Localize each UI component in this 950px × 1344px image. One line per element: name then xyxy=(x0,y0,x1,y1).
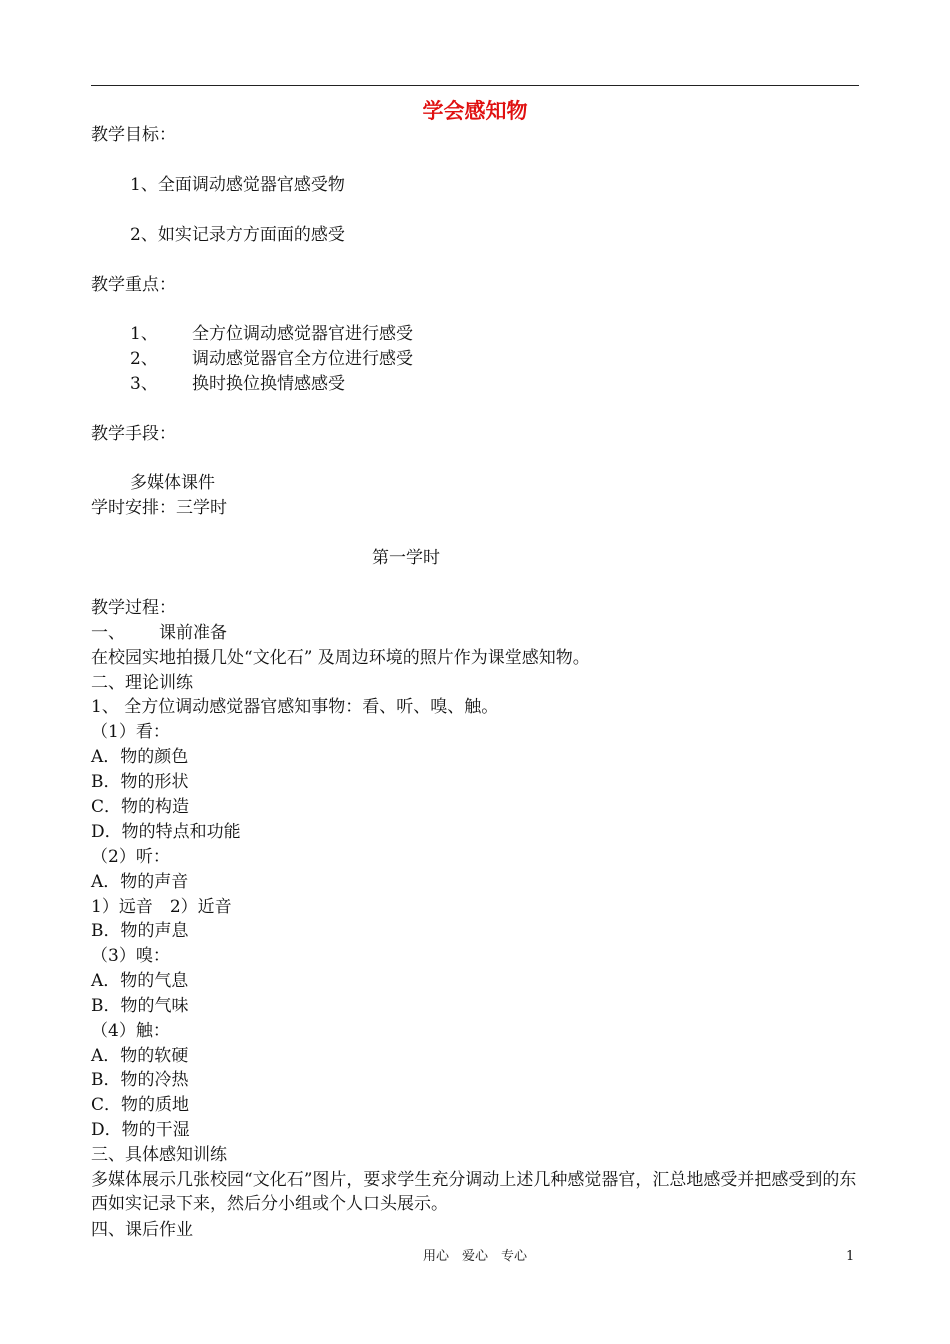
list-item: A．物的软硬 xyxy=(91,1046,189,1066)
goals-heading: 教学目标： xyxy=(91,125,176,145)
list-item: D．物的干湿 xyxy=(91,1120,190,1140)
list-item: A．物的声音 xyxy=(91,872,189,892)
goal-item-2: 2、如实记录方方面面的感受 xyxy=(130,225,345,245)
sub-heading-touch: （4）触： xyxy=(91,1021,170,1041)
key-point-num: 1、 xyxy=(130,324,158,344)
list-item: A．物的气息 xyxy=(91,971,189,991)
lesson-heading: 第一学时 xyxy=(372,548,440,568)
section-1-body: 在校园实地拍摄几处“文化石” 及周边环境的照片作为课堂感知物。 xyxy=(91,648,590,668)
section-2-title: 二、理论训练 xyxy=(91,673,193,693)
key-points-heading: 教学重点： xyxy=(91,275,176,295)
list-item: A．物的颜色 xyxy=(91,747,189,767)
key-point-1 xyxy=(130,322,413,346)
key-point-num: 2、 xyxy=(130,349,158,369)
means-heading: 教学手段： xyxy=(91,424,176,444)
key-point-text: 调动感觉器官全方位进行感受 xyxy=(192,349,413,369)
key-point-3 xyxy=(130,372,345,396)
list-item: B．物的形状 xyxy=(91,772,189,792)
sub-heading-hear: （2）听： xyxy=(91,847,170,867)
key-point-num: 3、 xyxy=(130,374,158,394)
document-title: 学会感知物 xyxy=(422,99,528,123)
section-2-intro: 1、 全方位调动感觉器官感知事物：看、听、嗅、触。 xyxy=(91,697,499,717)
key-point-2 xyxy=(130,347,413,371)
sub-heading-see: （1）看： xyxy=(91,722,170,742)
section-1-title xyxy=(91,621,227,645)
footer-text: 用心 爱心 专心 xyxy=(422,1249,527,1264)
page-number: 1 xyxy=(846,1249,855,1264)
section-title: 课前准备 xyxy=(159,623,227,643)
list-item: C．物的构造 xyxy=(91,797,190,817)
sub-heading-smell: （3）嗅： xyxy=(91,946,170,966)
list-item: D．物的特点和功能 xyxy=(91,822,241,842)
list-item: B．物的气味 xyxy=(91,996,189,1016)
process-heading: 教学过程： xyxy=(91,598,176,618)
list-item: B．物的声息 xyxy=(91,921,189,941)
section-num: 一、 xyxy=(91,623,125,643)
section-3-title: 三、具体感知训练 xyxy=(91,1145,227,1165)
key-point-text: 全方位调动感觉器官进行感受 xyxy=(192,324,413,344)
goal-item-1: 1、全面调动感觉器官感受物 xyxy=(130,175,345,195)
section-3-body: 多媒体展示几张校园“文化石”图片，要求学生充分调动上述几种感觉器官，汇总地感受并把感受到的东西如实记录下来，然后分小组或个人口头展示。 xyxy=(91,1170,857,1214)
list-item: B．物的冷热 xyxy=(91,1070,189,1090)
list-item: 1）远音 2）近音 xyxy=(91,897,232,917)
header-rule xyxy=(91,85,859,86)
key-point-text: 换时换位换情感感受 xyxy=(192,374,345,394)
list-item: C．物的质地 xyxy=(91,1095,190,1115)
means-value: 多媒体课件 xyxy=(130,473,215,493)
section-4-title: 四、课后作业 xyxy=(91,1220,193,1240)
schedule: 学时安排：三学时 xyxy=(91,498,227,518)
